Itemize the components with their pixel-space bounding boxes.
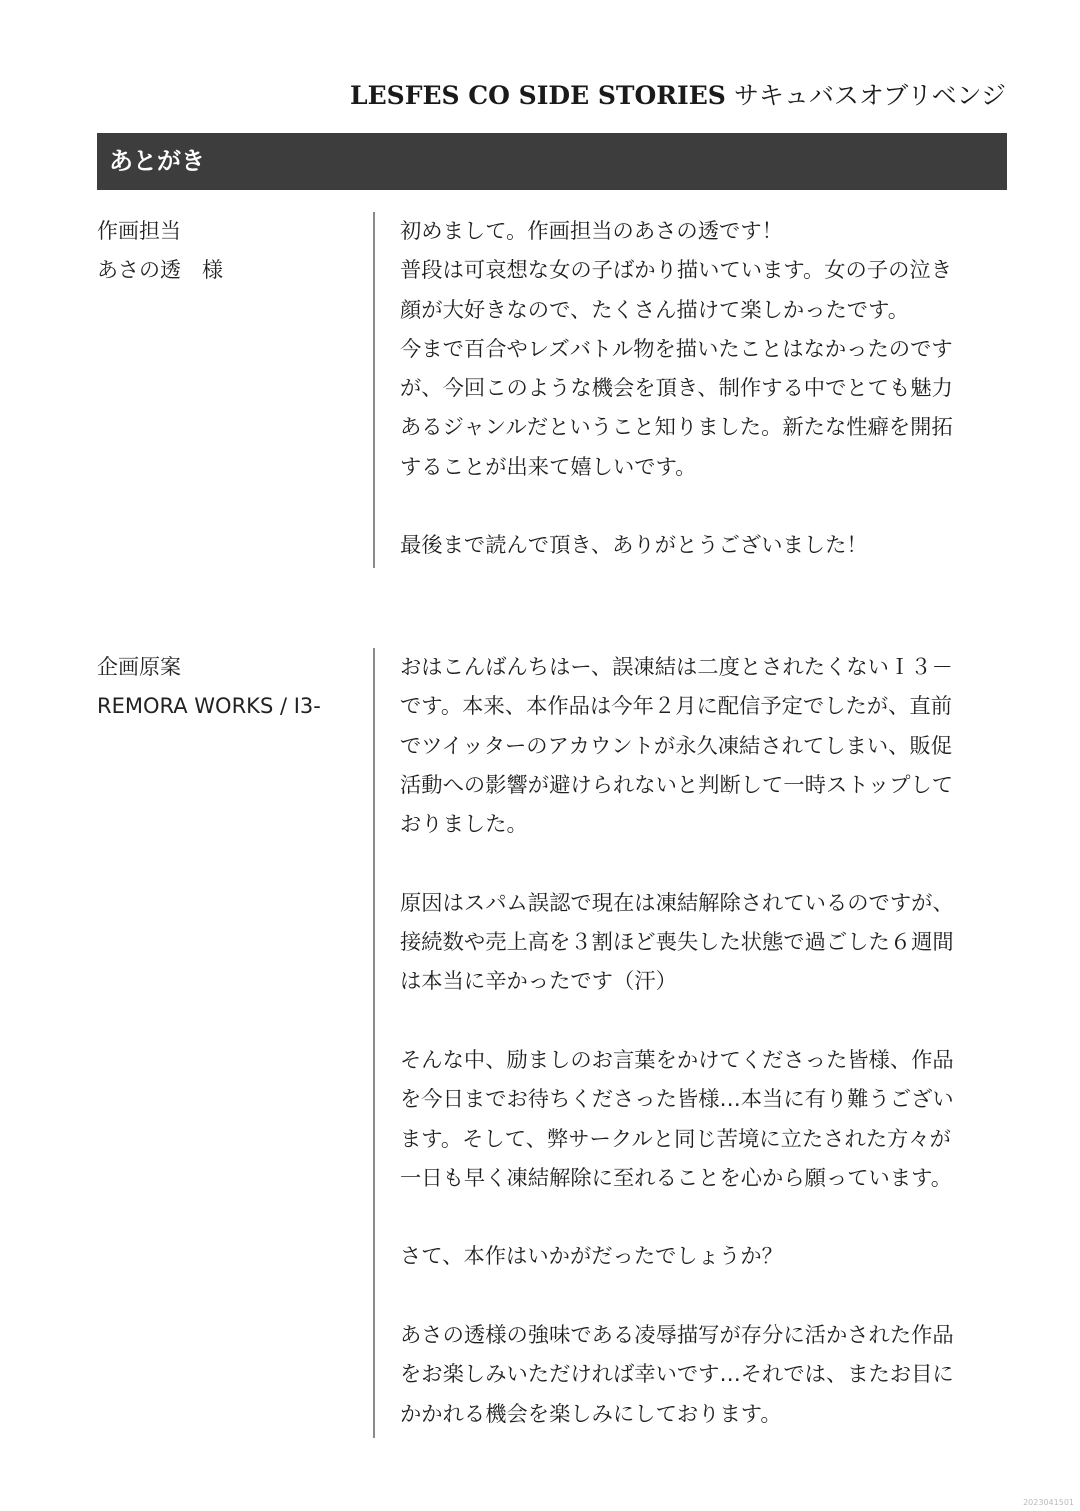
message-line: おはこんばんちはー、誤凍結は二度とされたくないＩ３－ — [400, 655, 953, 680]
artist-message — [400, 212, 1010, 566]
message-line: を今日までお待ちくださった皆様…本当に有り難うござい — [400, 1087, 954, 1113]
planner-role: 企画原案 — [97, 655, 181, 679]
artist-divider — [373, 212, 375, 568]
message-line: です。本来、本作品は今年２月に配信予定でしたが、直前 — [400, 694, 953, 720]
message-line: 原因はスパム誤認で現在は凍結解除されているのですが、 — [400, 890, 954, 916]
message-line: おりました。 — [400, 812, 528, 838]
section-header-bar — [97, 133, 1007, 190]
message-line: 一日も早く凍結解除に至れることを心から願っています。 — [400, 1165, 953, 1191]
message-line: 普段は可哀想な女の子ばかり描いています。女の子の泣き — [400, 258, 953, 284]
paragraph-gap — [400, 1198, 1010, 1237]
paragraph-gap — [400, 1277, 1010, 1316]
planner-message — [400, 648, 1010, 1434]
paragraph-gap — [400, 487, 1010, 526]
message-line: 初めまして。作画担当のあさの透です！ — [400, 219, 783, 244]
message-line: をお楽しみいただければ幸いです…それでは、またお目に — [400, 1362, 954, 1388]
artist-name: あさの透 様 — [97, 258, 223, 282]
artist-role: 作画担当 — [97, 219, 181, 243]
message-line: は本当に辛かったです（汗） — [400, 969, 677, 995]
planner-afterword — [97, 648, 1007, 1443]
planner-name: REMORA WORKS / I3- — [97, 694, 321, 718]
page-header-title — [350, 76, 1006, 112]
paragraph-gap — [400, 844, 1010, 883]
artist-afterword — [97, 212, 1007, 572]
work-title: サキュバスオブリベンジ — [733, 81, 1006, 110]
message-line: 顔が大好きなので、たくさん描けて楽しかったです。 — [400, 297, 909, 323]
paragraph-gap — [400, 1002, 1010, 1041]
message-line: そんな中、励ましのお言葉をかけてくださった皆様、作品 — [400, 1047, 954, 1073]
message-line: 今まで百合やレズバトル物を描いたことはなかったのです — [400, 336, 953, 362]
message-line: あさの透様の強味である凌辱描写が存分に活かされた作品 — [400, 1323, 954, 1349]
footer-code: 2023041501 — [1023, 1498, 1074, 1507]
message-line: 最後まで読んで頂き、ありがとうございました！ — [400, 533, 868, 559]
message-line: 活動への影響が避けられないと判断して一時ストップして — [400, 772, 954, 798]
section-title: あとがき — [109, 147, 205, 175]
planner-divider — [373, 648, 375, 1438]
message-line: かかれる機会を楽しみにしております。 — [400, 1401, 782, 1427]
message-line: でツイッターのアカウントが永久凍結されてしまい、販促 — [400, 733, 953, 759]
artist-credit — [97, 212, 367, 290]
message-line: が、今回このような機会を頂き、制作する中でとても魅力 — [400, 376, 953, 402]
message-line: することが出来て嬉しいです。 — [400, 454, 697, 480]
message-line: ます。そして、弊サークルと同じ苦境に立たされた方々が — [400, 1126, 951, 1152]
message-line: あるジャンルだということ知りました。新たな性癖を開拓 — [400, 415, 953, 441]
message-line: 接続数や売上高を３割ほど喪失した状態で過ごした６週間 — [400, 930, 954, 956]
planner-credit — [97, 648, 367, 726]
series-title: LESFES CO SIDE STORIES — [350, 81, 726, 110]
message-line: さて、本作はいかがだったでしょうか？ — [400, 1244, 783, 1270]
